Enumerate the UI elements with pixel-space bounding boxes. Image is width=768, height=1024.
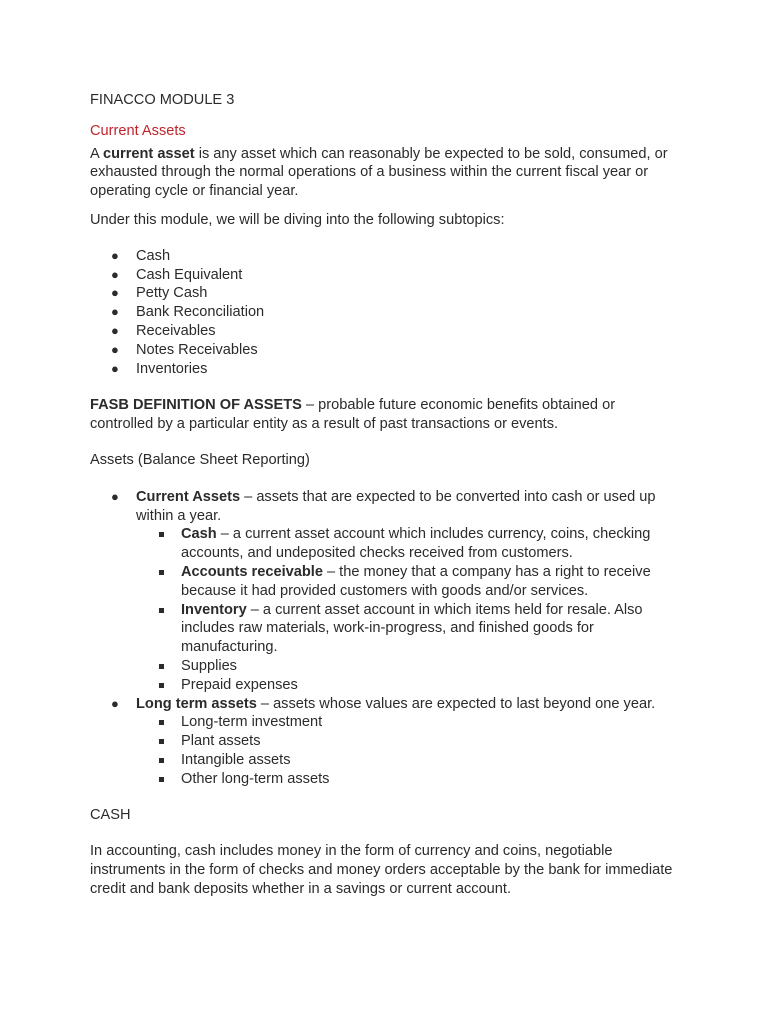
list-item: [90, 303, 680, 322]
list-item: [136, 732, 680, 751]
cash-paragraph: In accounting, cash includes money in the form of currency and coins, negotiable instruments in the form of checks and money orders acceptable by the bank for immediate credit and bank deposits whether in a savings or current account.: [90, 843, 673, 897]
balance-sheet-heading: Assets (Balance Sheet Reporting): [90, 451, 310, 468]
fasb-definition: [90, 396, 680, 434]
subtopic-label: Receivables: [136, 322, 216, 339]
current-assets-heading: Current Assets: [90, 122, 186, 139]
sub-desc: Other long-term assets: [181, 770, 330, 787]
sub-desc: – a current asset account in which items held for resale. Also includes raw materials, work-in-progress, and finished goods for manufacturing.: [181, 601, 643, 656]
bullet-icon: ●: [111, 285, 119, 301]
sub-term: Inventory: [181, 601, 247, 618]
sub-desc: – the money that a company has a right to receive because it had provided customers with goods and/or services.: [181, 563, 651, 599]
list-item: [136, 751, 680, 770]
bullet-icon: ●: [111, 322, 119, 338]
fasb-rest: – probable future economic benefits obtained or controlled by a particular entity as a result of past transactions or events.: [90, 397, 616, 433]
subtopic-label: Notes Receivables: [136, 341, 258, 358]
list-item: [136, 563, 680, 601]
list-item: [136, 713, 680, 732]
list-item: [136, 657, 680, 676]
current-assets-term: Current Assets: [136, 488, 241, 505]
bullet-icon: ●: [111, 341, 119, 357]
list-item: [90, 266, 680, 285]
list-item: [90, 322, 680, 341]
square-bullet-icon: [159, 608, 164, 613]
subtopic-label: Cash: [136, 247, 171, 264]
square-bullet-icon: [159, 720, 164, 725]
sub-desc: Supplies: [181, 657, 237, 674]
subtopic-label: Petty Cash: [136, 285, 208, 302]
current-assets-sublist: [136, 525, 680, 694]
square-bullet-icon: [159, 739, 164, 744]
list-item: [90, 341, 680, 360]
document-body: [90, 91, 680, 899]
bullet-icon: ●: [111, 247, 119, 263]
square-bullet-icon: [159, 758, 164, 763]
intro-term: current asset: [102, 145, 195, 162]
subtopic-label: Inventories: [136, 360, 208, 377]
bullet-icon: ●: [111, 304, 119, 320]
long-term-sublist: [136, 713, 680, 788]
current-assets-desc: – assets that are expected to be converted into cash or used up within a year.: [136, 488, 656, 524]
sub-term: Accounts receivable: [181, 563, 323, 580]
square-bullet-icon: [159, 532, 164, 537]
subtopics-list: [90, 247, 680, 379]
list-item: [90, 247, 680, 266]
sub-desc: Intangible assets: [181, 751, 291, 768]
sub-desc: Plant assets: [181, 733, 261, 750]
subtopics-intro: Under this module, we will be diving into the following subtopics:: [90, 211, 505, 228]
list-item: [136, 676, 680, 695]
list-item: [90, 284, 680, 303]
square-bullet-icon: [159, 570, 164, 575]
bullet-icon: ●: [111, 360, 119, 376]
list-item-current-assets: [90, 488, 680, 695]
subtopic-label: Bank Reconciliation: [136, 304, 265, 321]
square-bullet-icon: [159, 664, 164, 669]
intro-prefix: A: [90, 145, 103, 162]
sub-desc: Prepaid expenses: [181, 676, 298, 693]
long-term-term: Long term assets: [136, 695, 257, 712]
intro-rest: is any asset which can reasonably be expected to be sold, consumed, or exhausted through the normal operations of a business within the current fiscal year or operating cycle or financial year.: [90, 145, 668, 200]
list-item-long-term-assets: [90, 695, 680, 789]
square-bullet-icon: [159, 777, 164, 782]
document-title: FINACCO MODULE 3: [90, 92, 235, 108]
bullet-icon: ●: [111, 488, 119, 504]
list-item: [136, 525, 680, 563]
list-item: [136, 770, 680, 789]
subtopic-label: Cash Equivalent: [136, 266, 243, 283]
intro-paragraph: [90, 145, 680, 201]
sub-desc: Long-term investment: [181, 714, 323, 731]
list-item: [90, 360, 680, 379]
sub-desc: – a current asset account which includes currency, coins, checking accounts, and undeposited checks received from customers.: [181, 526, 651, 562]
bullet-icon: ●: [111, 266, 119, 282]
sub-term: Cash: [181, 526, 217, 543]
bullet-icon: ●: [111, 695, 119, 711]
cash-heading: CASH: [90, 806, 131, 823]
long-term-desc: – assets whose values are expected to last beyond one year.: [256, 695, 656, 712]
square-bullet-icon: [159, 683, 164, 688]
list-item: [136, 601, 680, 657]
assets-list: [90, 488, 680, 789]
fasb-term: FASB DEFINITION OF ASSETS: [90, 397, 302, 414]
